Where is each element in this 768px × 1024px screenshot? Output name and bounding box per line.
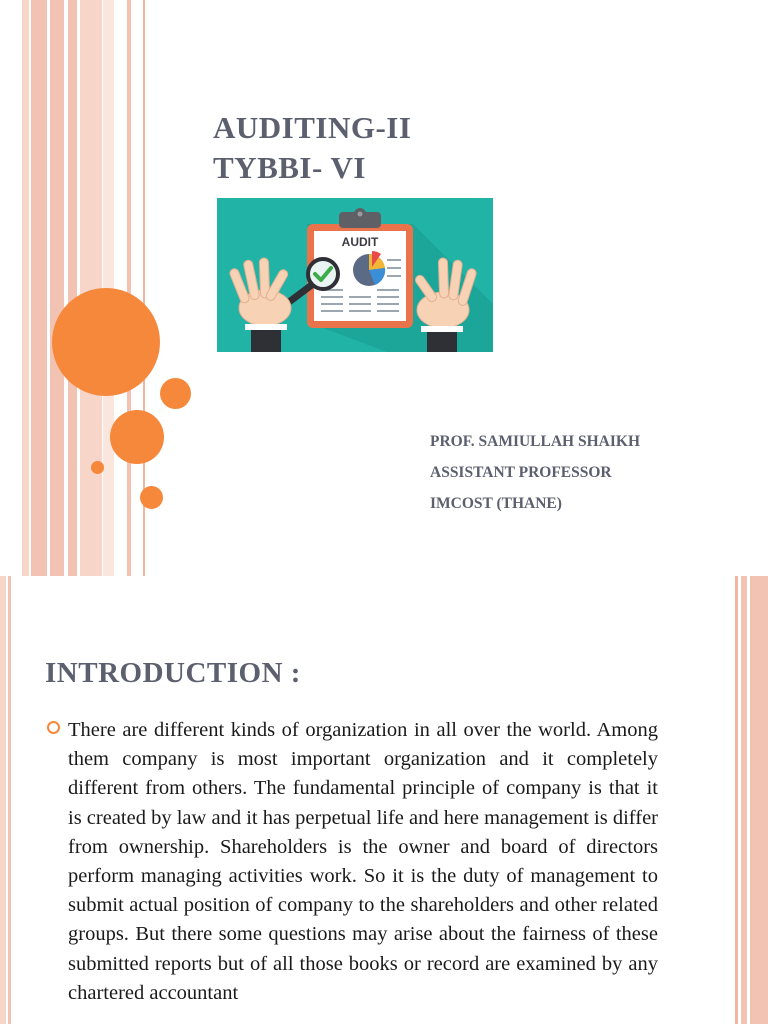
decorative-stripe — [127, 0, 131, 576]
course-subtitle: TYBBI- VI — [213, 150, 366, 185]
bullet-circle-icon — [47, 721, 60, 734]
decorative-stripe — [735, 576, 738, 1024]
section-heading: INTRODUCTION : — [45, 657, 301, 689]
presenter-designation: ASSISTANT PROFESSOR — [430, 464, 612, 481]
decorative-circle — [110, 410, 164, 464]
decorative-circle-large — [52, 288, 160, 396]
decorative-stripe — [31, 0, 47, 576]
slide-title — [213, 108, 411, 188]
decorative-stripe — [68, 0, 77, 576]
presenter-info — [430, 426, 640, 519]
decorative-stripe — [0, 576, 6, 1024]
presenter-institute: IMCOST (THANE) — [430, 495, 562, 512]
course-title: AUDITING-II — [213, 110, 412, 145]
introduction-slide — [0, 576, 768, 1024]
decorative-stripe — [50, 0, 64, 576]
decorative-stripe — [741, 576, 747, 1024]
intro-paragraph: There are different kinds of organization in all over the world. Among them company is most important organization and it completely different from others. The fundamental principle of company is that it is created by law and it has perpetual life and here management is differ from ownership. Shareholders is the owner and board of directors perform managing activities work. So it is the duty of management to submit actual position of company to the shareholders and other related groups. But there some questions may arise about the fairness of these submitted reports but of all those books or record are examined by any chartered accountant — [68, 719, 658, 1004]
decorative-stripe — [8, 576, 11, 1024]
decorative-stripe — [22, 0, 29, 576]
svg-text:AUDIT: AUDIT — [341, 235, 379, 249]
decorative-circle — [140, 486, 163, 509]
decorative-circle — [160, 378, 191, 409]
decorative-stripe — [750, 576, 768, 1024]
audit-illustration — [217, 198, 493, 352]
decorative-circle — [91, 461, 104, 474]
presenter-name: PROF. SAMIULLAH SHAIKH — [430, 433, 640, 450]
